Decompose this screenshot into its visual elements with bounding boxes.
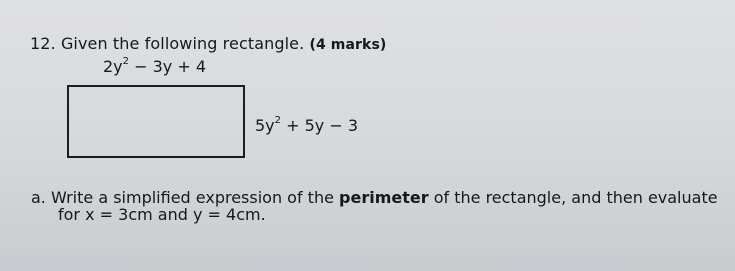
question-marks: (4 marks) — [309, 37, 387, 53]
question-header — [30, 34, 386, 53]
y-value: y = 4cm. — [192, 205, 266, 224]
part-a-line2: for x = 3cm and y = 4cm. — [58, 205, 266, 224]
rectangle-shape — [67, 85, 245, 158]
question-number: 12. — [30, 34, 56, 53]
question-text: Given the following rectangle. — [60, 34, 305, 53]
part-a-line1: a. Write a simplified expression of the perimeter of the rectangle, and then evaluate — [31, 188, 718, 207]
rectangle-length-label: $2y^2 - 3y + 4$ — [103, 55, 207, 76]
x-value: x = 3cm — [85, 205, 153, 224]
perimeter-emphasis: perimeter — [339, 188, 429, 207]
part-a-letter: a. — [31, 188, 46, 207]
rectangle-width-label: $5y^2 + 5y - 3$ — [255, 114, 359, 135]
